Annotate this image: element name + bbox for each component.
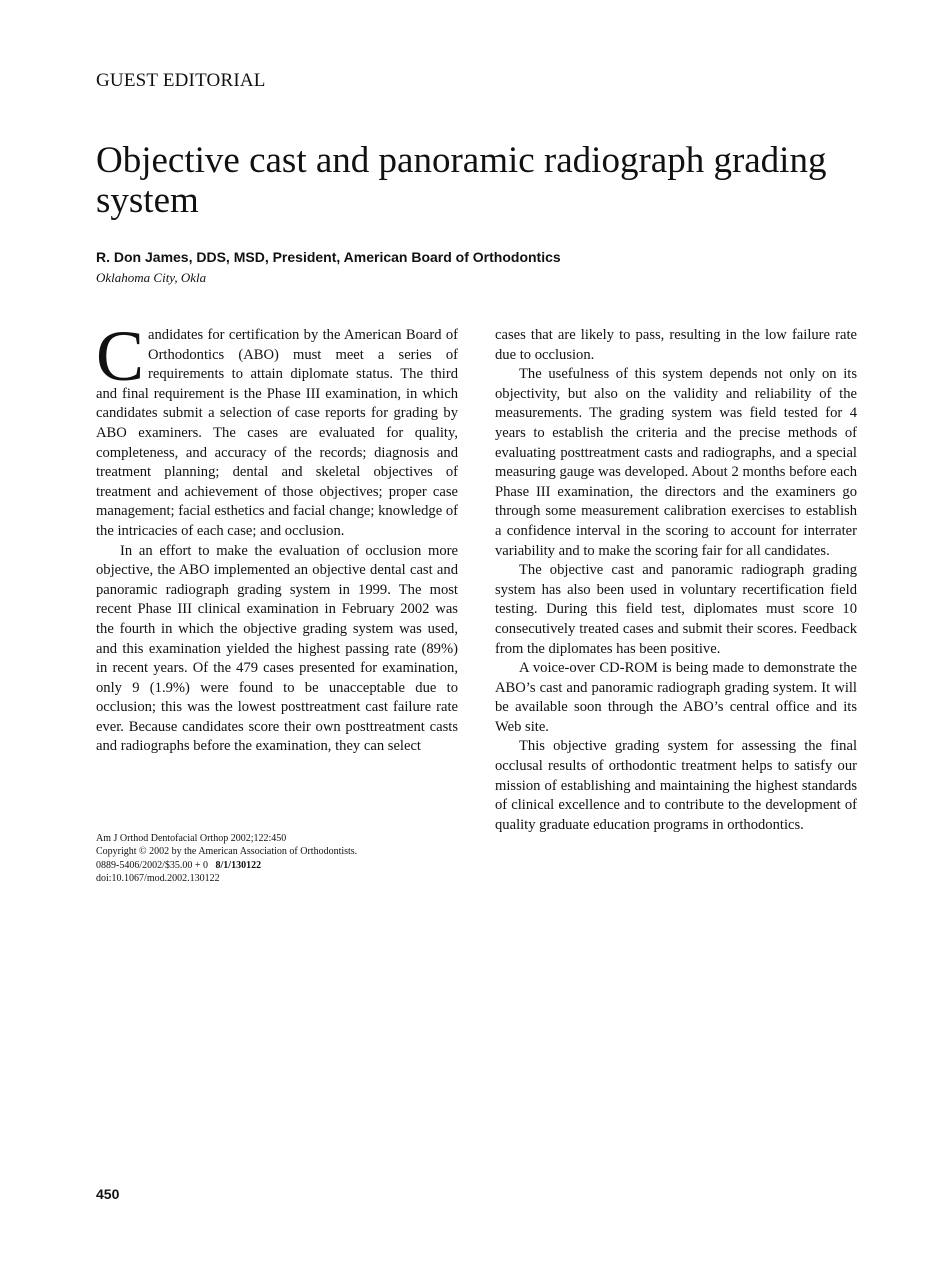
- paragraph: This objective grading system for assessing the final occlusal results of orthodontic treatment helps to satisfy our mission of establishing and maintaining the highest standards of clinical excellence and to contribute to the development of quality graduate education programs in orthodontics.: [495, 738, 857, 833]
- section-label: GUEST EDITORIAL: [96, 70, 266, 91]
- right-column: [495, 326, 857, 835]
- paragraph: In an effort to make the evaluation of occlusion more objective, the ABO implemented an objective dental cast and panoramic radiograph grading system in 1999. The most recent Phase III clinical examination in February 2002 was the fourth in which the objective grading system was used, and this examination yielded the highest passing rate (89%) in recent years. Of the 479 cases presented for examination, only 9 (1.9%) were found to be unacceptable due to occlusion; this was the lowest posttreatment cast failure rate ever. Because candidates score their own posttreatment casts and radiographs before the examination, they can select: [96, 542, 458, 755]
- paragraph: [96, 316, 458, 542]
- paragraph: The objective cast and panoramic radiograph grading system has also been used in voluntary recertification field testing. During this field test, diplomates must score 10 consecutively treated cases and submit their scores. Feedback from the diplomates has been positive.: [495, 562, 857, 657]
- paragraph: The usefulness of this system depends not only on its objectivity, but also on the validity and reliability of the measurements. The grading system was field tested for 4 years to establish the criteria and the precise methods of evaluating posttreatment casts and radiographs, and a special measuring gauge was developed. About 2 months before each Phase III examination, the directors and the examiners go through some measurement calibration exercises to establish a confidence interval in the scoring to account for interrater variability and to make the scoring fair for all candidates.: [495, 366, 857, 559]
- paragraph-text: andidates for certification by the American Board of Orthodontics (ABO) must meet a series of requirements to attain diplomate status. The third and final requirement is the Phase III examination, in which candidates submit a selection of case reports for grading by ABO examiners. The cases are evaluated for quality, completeness, and accuracy of the records; diagnosis and treatment planning; dental and skeletal objectives of treatment and achievement of those objectives; proper case management; facial esthetics and facial change; knowledge of the intricacies of each case; and occlusion.: [96, 327, 458, 539]
- left-column: [96, 316, 458, 757]
- footnote-copyright: Copyright © 2002 by the American Association of Orthodontists.: [96, 846, 358, 858]
- drop-cap: C: [96, 316, 145, 396]
- footnote-issn: [96, 859, 458, 872]
- paragraph: cases that are likely to pass, resulting in the low failure rate due to occlusion.: [495, 327, 857, 363]
- page-number: 450: [96, 1186, 120, 1202]
- article-title: Objective cast and panoramic radiograph grading system: [96, 140, 827, 221]
- footnote-citation: Am J Orthod Dentofacial Orthop 2002;122:450: [96, 833, 287, 844]
- footnote: [96, 832, 458, 886]
- author-affiliation: Oklahoma City, Okla: [96, 270, 207, 285]
- footnote-doi: doi:10.1067/mod.2002.130122: [96, 873, 220, 885]
- footnote-issn-code: 8/1/130122: [215, 859, 262, 871]
- author-line: R. Don James, DDS, MSD, President, American Board of Orthodontics: [96, 249, 561, 265]
- footnote-issn-prefix: 0889-5406/2002/$35.00 + 0: [96, 859, 209, 871]
- paragraph: A voice-over CD-ROM is being made to demonstrate the ABO’s cast and panoramic radiograph grading system. It will be available soon through the ABO’s central office and its Web site.: [495, 660, 857, 735]
